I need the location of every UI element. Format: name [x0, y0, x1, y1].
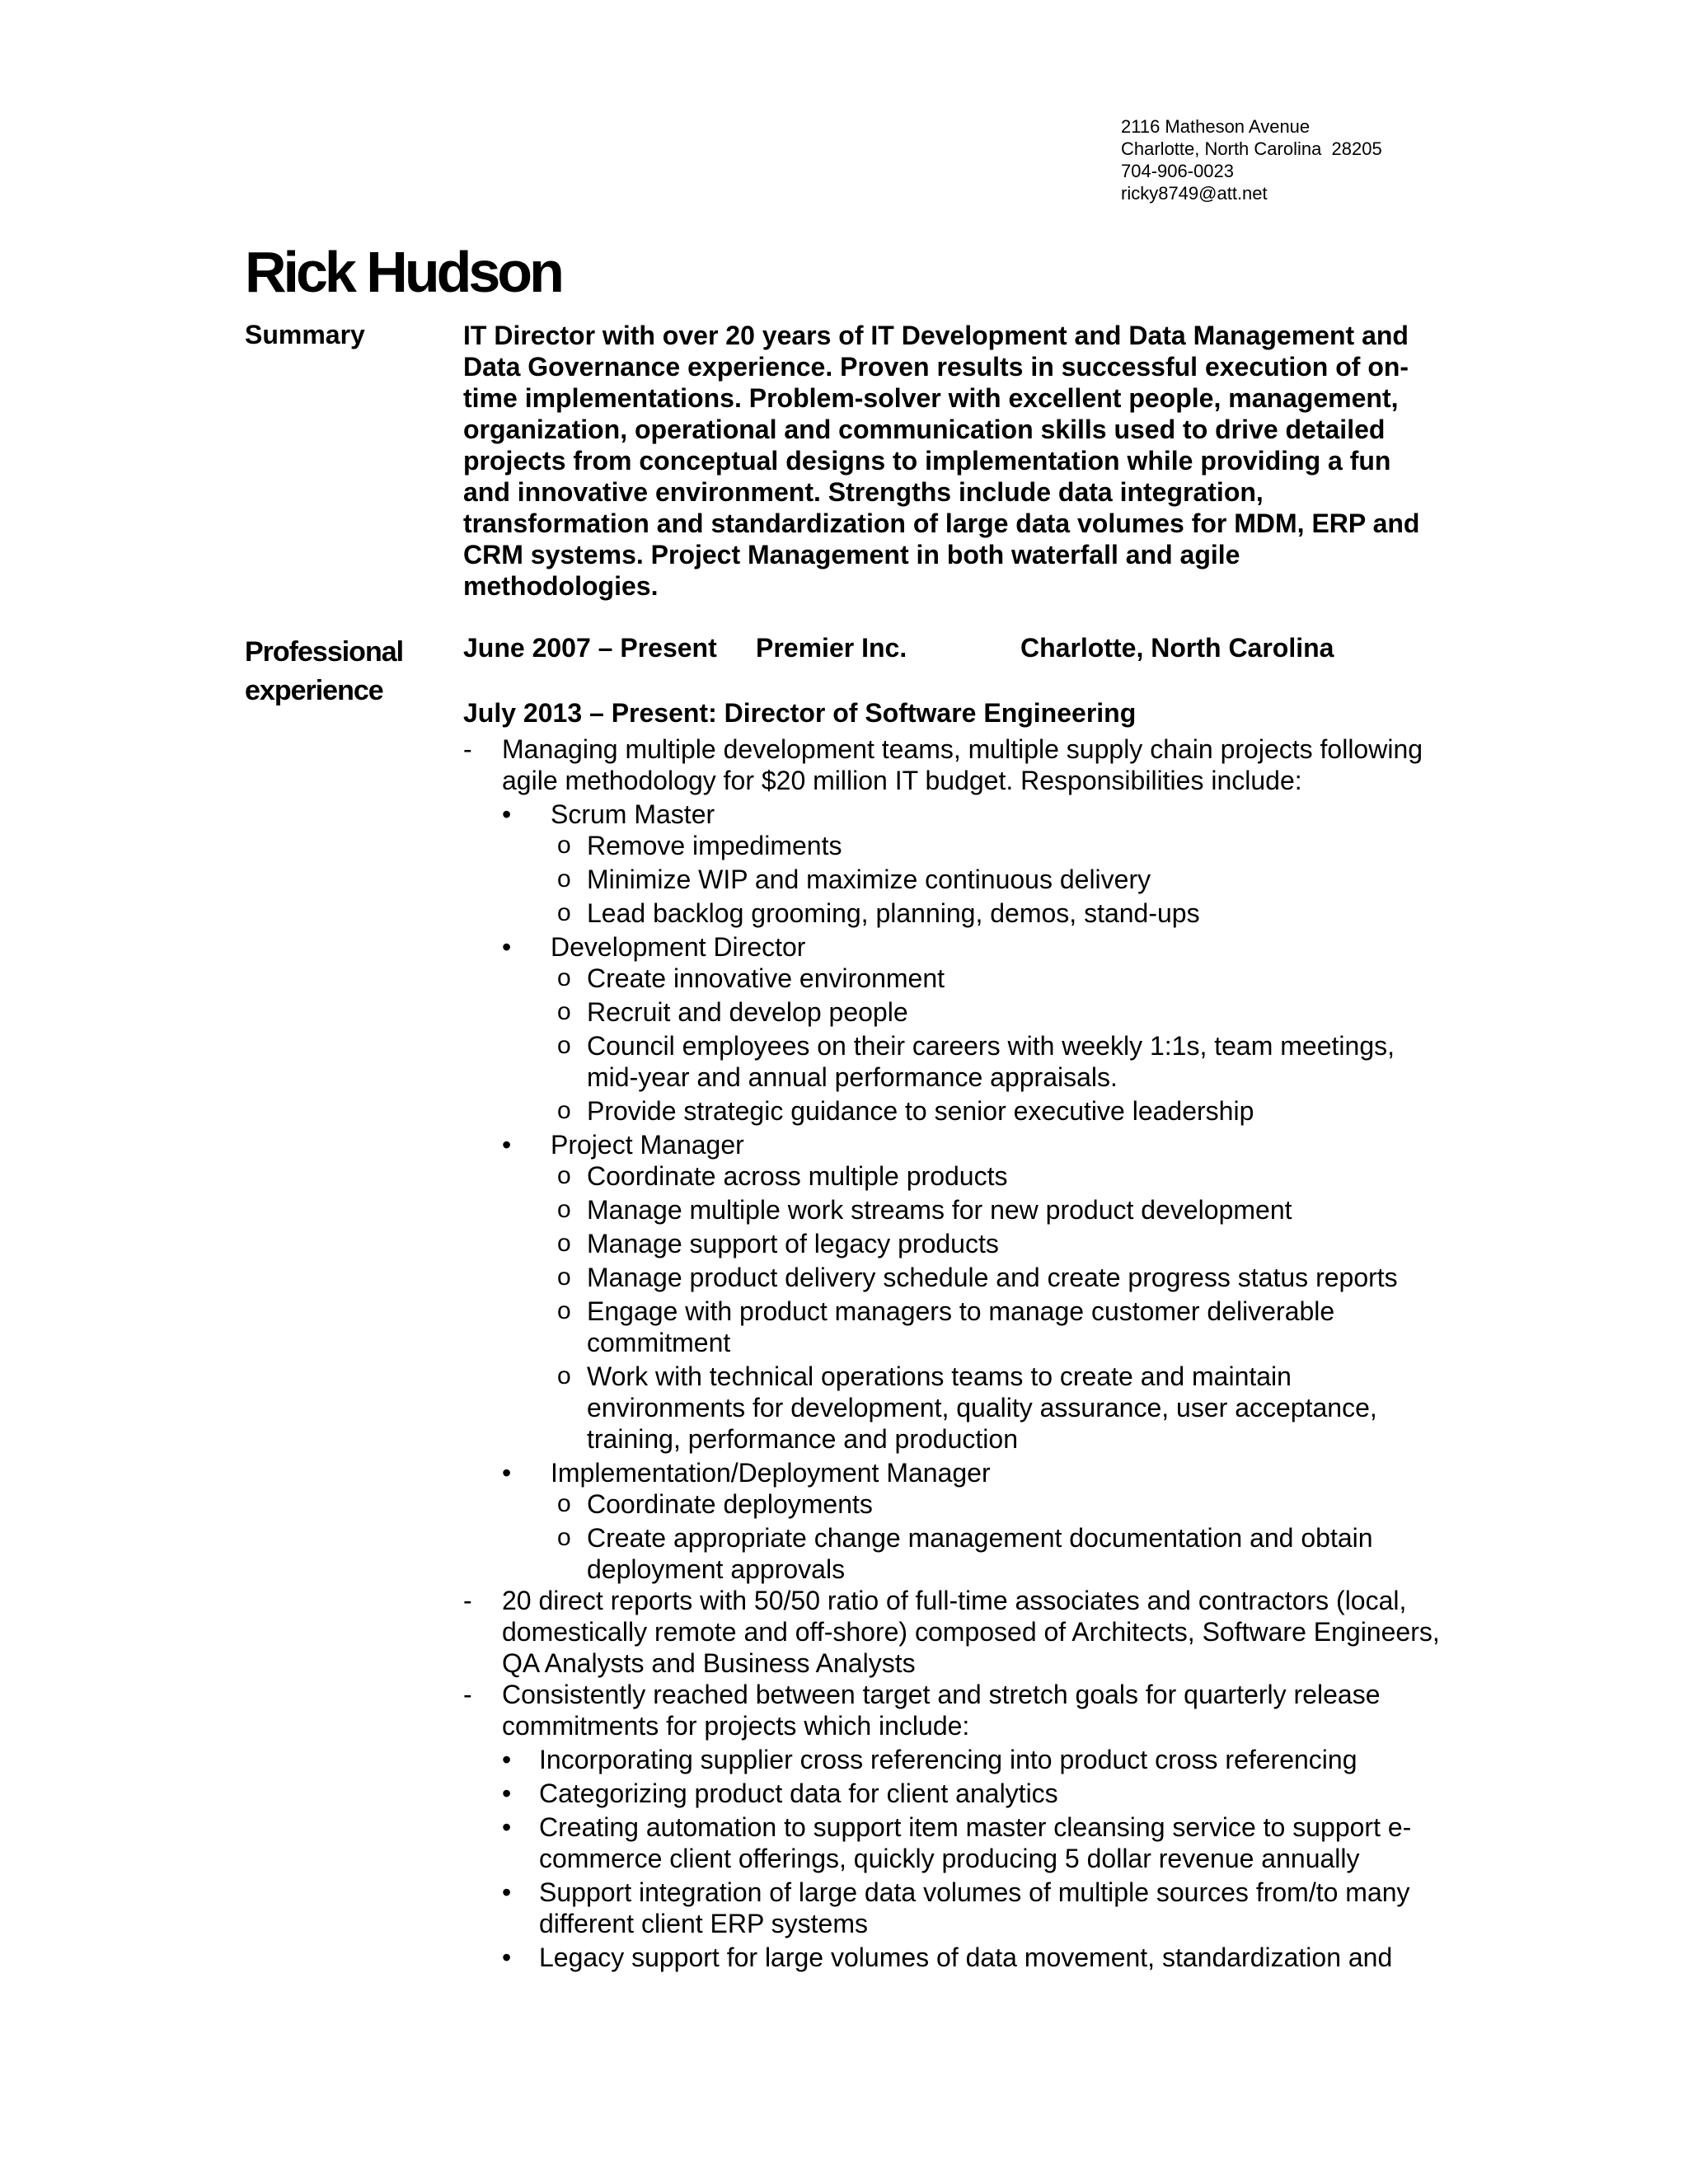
- experience-heading-line1: Professional: [245, 636, 404, 668]
- sub-list: [551, 1160, 1452, 1455]
- list-item: [463, 1457, 1452, 1585]
- bullet-icon: •: [502, 799, 512, 829]
- responsibility-groups: [502, 799, 1452, 1585]
- list-item: [551, 864, 1452, 895]
- sub-list: [551, 830, 1452, 929]
- dash-marker: -: [463, 1680, 472, 1709]
- contact-block: [1121, 115, 1382, 204]
- sub-item-text: Coordinate across multiple products: [587, 1161, 1008, 1191]
- sub-item-text: Manage support of legacy products: [587, 1229, 999, 1258]
- circle-bullet-icon: o: [557, 1362, 571, 1390]
- list-item: [502, 1744, 1452, 1775]
- list-item: [502, 1811, 1452, 1874]
- circle-bullet-icon: o: [557, 1032, 571, 1059]
- list-item: [502, 1778, 1452, 1809]
- list-item: [551, 996, 1452, 1028]
- group-title: Implementation/Deployment Manager: [551, 1458, 991, 1488]
- list-item: [551, 1522, 1452, 1585]
- sub-item-text: Coordinate deployments: [587, 1489, 873, 1519]
- sub-item-text: Create appropriate change management documentation and obtain deployment approvals: [587, 1523, 1373, 1584]
- list-item: [502, 1942, 1452, 1973]
- job-dates: June 2007 – Present: [463, 633, 717, 663]
- bullet-icon: •: [502, 1458, 512, 1488]
- sub-list: [551, 963, 1452, 1127]
- circle-bullet-icon: o: [557, 1297, 571, 1324]
- list-item: [463, 1679, 1452, 1973]
- list-item: [463, 931, 1452, 1127]
- sub-item-text: Engage with product managers to manage customer deliverable commitment: [587, 1296, 1335, 1357]
- experience-list: [463, 733, 1452, 1973]
- circle-bullet-icon: o: [557, 1230, 571, 1257]
- group-title: Development Director: [551, 932, 806, 962]
- job-company: Premier Inc.: [756, 633, 907, 663]
- list-item: [463, 799, 1452, 929]
- list-item: [463, 1129, 1452, 1455]
- circle-bullet-icon: o: [557, 1196, 571, 1223]
- list-item: [551, 1361, 1452, 1455]
- item-text: Managing multiple development teams, multiple supply chain projects following agile methodology for $20 million IT budget. Responsibilities include:: [502, 734, 1423, 795]
- list-item: [551, 1030, 1452, 1093]
- bullet-icon: •: [502, 1745, 512, 1774]
- job-location: Charlotte, North Carolina: [1020, 633, 1334, 663]
- circle-bullet-icon: o: [557, 1263, 571, 1291]
- dash-marker: -: [463, 1586, 472, 1615]
- experience-heading-line2: experience: [245, 675, 383, 706]
- bullet-icon: •: [502, 1130, 512, 1160]
- candidate-name: Rick Hudson: [245, 240, 561, 304]
- circle-bullet-icon: o: [557, 899, 571, 926]
- bullet-text: Creating automation to support item master cleansing service to support e-commerce client offerings, quickly producing 5 dollar revenue annually: [539, 1812, 1412, 1873]
- sub-item-text: Manage product delivery schedule and create progress status reports: [587, 1263, 1398, 1292]
- summary-text: IT Director with over 20 years of IT Development and Data Management and Data Governance experience. Proven results in successful execution of on-time implementations. Problem-solver with excellent people, management, organization, operational and communication skills used to drive detailed projects from conceptual designs to implementation while providing a fun and innovative environment. Strengths include data integration, transformation and standardization of large data volumes for MDM, ERP and CRM systems. Project Management in both waterfall and agile methodologies.: [463, 321, 1420, 601]
- project-list: [502, 1744, 1452, 1973]
- list-item: [551, 1095, 1452, 1127]
- sub-list: [551, 1488, 1452, 1585]
- list-item: [463, 733, 1452, 1585]
- list-item: [551, 1488, 1452, 1520]
- bullet-icon: •: [502, 1877, 512, 1907]
- list-item: [551, 898, 1452, 929]
- bullet-text: Incorporating supplier cross referencing into product cross referencing: [539, 1745, 1357, 1774]
- circle-bullet-icon: o: [557, 998, 571, 1025]
- bullet-text: Categorizing product data for client analytics: [539, 1779, 1058, 1808]
- item-text: Consistently reached between target and stretch goals for quarterly release commitments for projects which include:: [502, 1680, 1381, 1741]
- circle-bullet-icon: o: [557, 1524, 571, 1551]
- group-title: Project Manager: [551, 1130, 744, 1160]
- sub-item-text: Lead backlog grooming, planning, demos, stand-ups: [587, 898, 1200, 928]
- list-item: [551, 830, 1452, 861]
- list-item: [463, 1585, 1452, 1679]
- list-item: [551, 963, 1452, 994]
- sub-item-text: Recruit and develop people: [587, 997, 908, 1027]
- bullet-text: Legacy support for large volumes of data movement, standardization and: [539, 1943, 1393, 1972]
- bullet-icon: •: [502, 1812, 512, 1842]
- dash-marker: -: [463, 734, 472, 764]
- group-title: Scrum Master: [551, 799, 715, 829]
- street-address: 2116 Matheson Avenue: [1121, 116, 1311, 137]
- sub-item-text: Remove impediments: [587, 831, 842, 860]
- experience-details: [463, 733, 1452, 1973]
- circle-bullet-icon: o: [557, 1162, 571, 1189]
- sub-item-text: Minimize WIP and maximize continuous delivery: [587, 865, 1151, 894]
- summary-heading: Summary: [245, 320, 365, 349]
- role-title: July 2013 – Present: Director of Software Engineering: [463, 698, 1137, 728]
- bullet-icon: •: [502, 932, 512, 962]
- city-state-zip: Charlotte, North Carolina 28205: [1121, 138, 1382, 159]
- list-item: [551, 1228, 1452, 1259]
- circle-bullet-icon: o: [557, 865, 571, 893]
- list-item: [551, 1296, 1452, 1358]
- sub-item-text: Manage multiple work streams for new product development: [587, 1195, 1292, 1225]
- phone-number: 704-906-0023: [1121, 161, 1235, 181]
- list-item: [551, 1194, 1452, 1226]
- circle-bullet-icon: o: [557, 1097, 571, 1124]
- item-text: 20 direct reports with 50/50 ratio of full-time associates and contractors (local, domestically remote and off-shore) composed of Architects, Software Engineers, QA Analysts and Business Analysts: [502, 1586, 1440, 1678]
- sub-item-text: Work with technical operations teams to create and maintain environments for development, quality assurance, user acceptance, training, performance and production: [587, 1361, 1377, 1454]
- circle-bullet-icon: o: [557, 964, 571, 991]
- sub-item-text: Council employees on their careers with weekly 1:1s, team meetings, mid-year and annual performance appraisals.: [587, 1031, 1395, 1092]
- bullet-icon: •: [502, 1943, 512, 1972]
- sub-item-text: Provide strategic guidance to senior executive leadership: [587, 1096, 1254, 1126]
- list-item: [502, 1877, 1452, 1939]
- bullet-icon: •: [502, 1779, 512, 1808]
- circle-bullet-icon: o: [557, 832, 571, 859]
- sub-item-text: Create innovative environment: [587, 963, 945, 993]
- circle-bullet-icon: o: [557, 1490, 571, 1517]
- email-address: ricky8749@att.net: [1121, 183, 1268, 204]
- list-item: [551, 1160, 1452, 1192]
- list-item: [551, 1262, 1452, 1293]
- bullet-text: Support integration of large data volumes of multiple sources from/to many different client ERP systems: [539, 1877, 1410, 1938]
- experience-heading: [245, 633, 403, 710]
